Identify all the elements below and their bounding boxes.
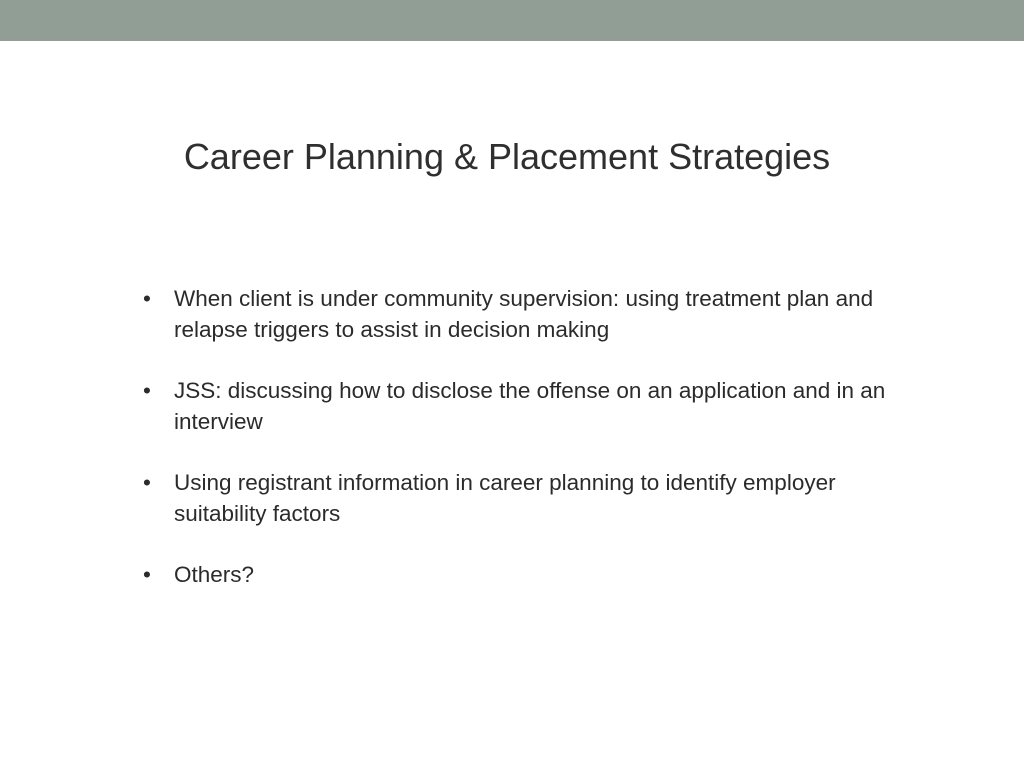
- bullet-text: When client is under community supervision: using treatment plan and relapse triggers to assist in decision making: [174, 286, 874, 342]
- bullet-item: [140, 283, 900, 345]
- bullet-marker: •: [143, 562, 151, 587]
- bullet-item: [140, 375, 900, 437]
- slide-title: Career Planning & Placement Strategies: [183, 136, 831, 177]
- header-band: [0, 0, 1024, 41]
- bullet-text: JSS: discussing how to disclose the offense on an application and in an interview: [174, 378, 886, 434]
- bullet-item: [140, 467, 900, 529]
- bullet-marker: •: [143, 378, 151, 403]
- bullet-list: [140, 283, 900, 590]
- bullet-text: Using registrant information in career planning to identify employer suitability factors: [174, 470, 836, 526]
- bullet-item: [140, 559, 900, 590]
- bullet-text: Others?: [174, 562, 255, 587]
- bullet-marker: •: [143, 470, 151, 495]
- bullet-marker: •: [143, 286, 151, 311]
